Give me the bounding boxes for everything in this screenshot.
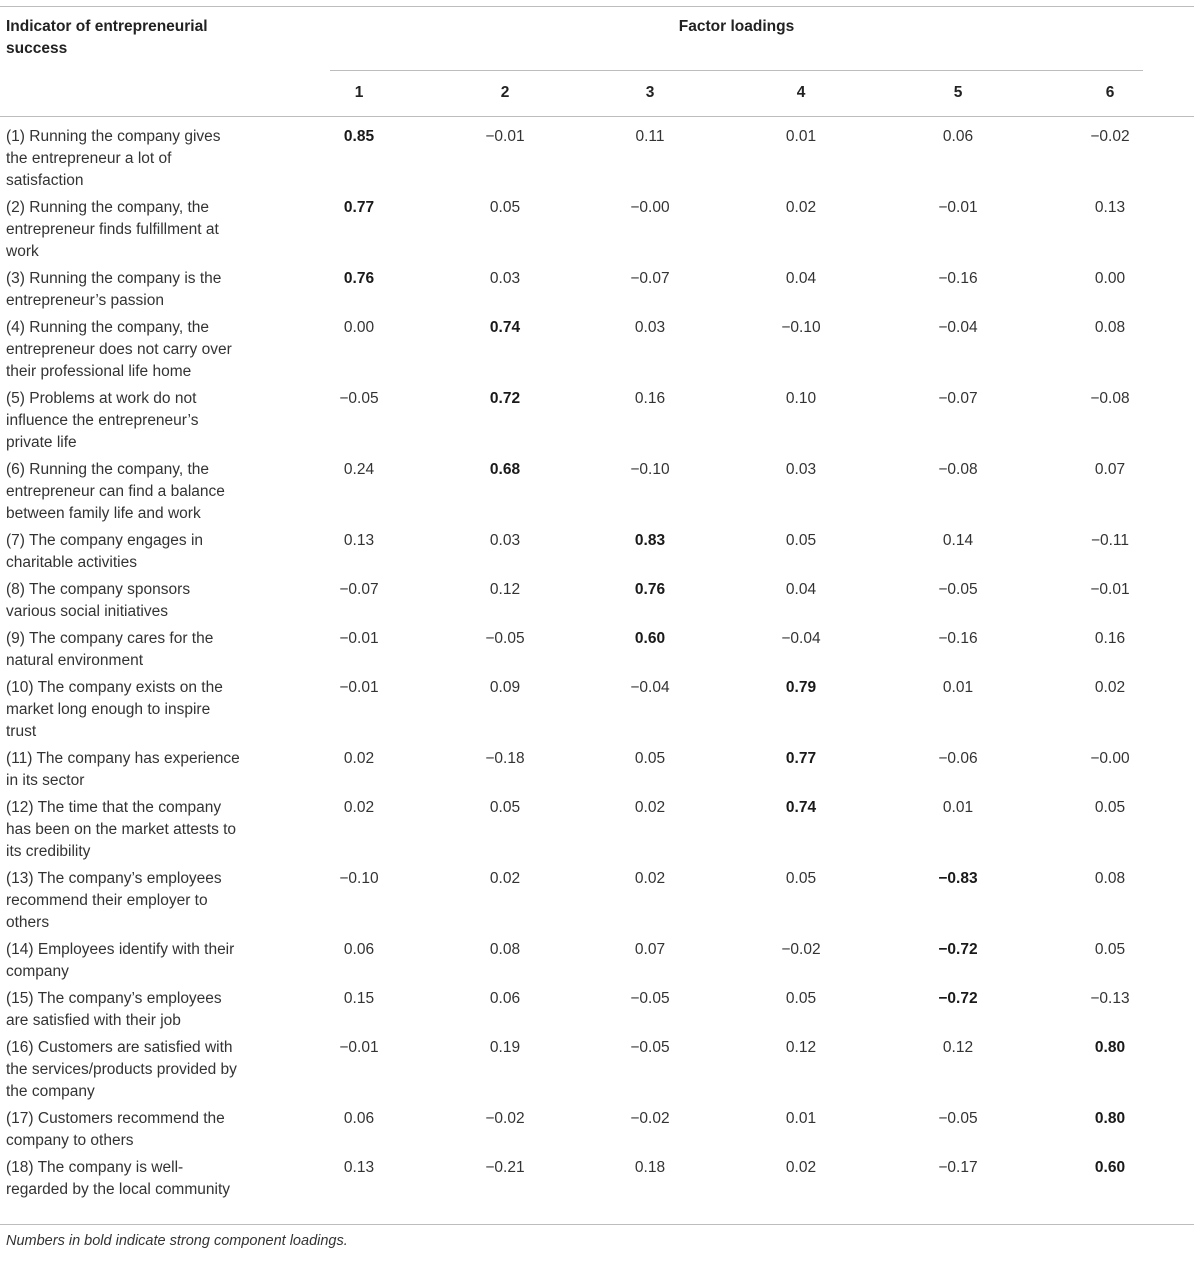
loading-value-factor-3: −0.10 (630, 461, 670, 478)
loading-value-factor-3: −0.05 (630, 1039, 670, 1056)
table-row (0, 124, 1194, 195)
loading-value-factor-4: 0.12 (785, 1039, 817, 1056)
loading-value-factor-4: 0.02 (785, 1159, 817, 1176)
factor-column-header-4: 4 (796, 84, 806, 101)
loading-value-factor-3: 0.18 (634, 1159, 666, 1176)
loading-value-factor-4: 0.01 (785, 128, 817, 145)
loading-value-factor-2: 0.12 (489, 581, 521, 598)
table-row (0, 795, 1194, 866)
factor-header-rule (330, 70, 1143, 71)
loading-value-factor-4: 0.04 (785, 581, 817, 598)
loading-value-factor-2: −0.21 (485, 1159, 525, 1176)
loading-value-factor-4: −0.04 (781, 630, 821, 647)
table-header (0, 6, 1194, 116)
loading-value-factor-6: 0.80 (1094, 1039, 1126, 1056)
indicator-label: (8) The company sponsors various social initiatives (6, 581, 191, 621)
loading-value-factor-6: 0.02 (1094, 679, 1126, 696)
loading-value-factor-1: −0.05 (339, 390, 379, 407)
loading-value-factor-6: 0.05 (1094, 799, 1126, 816)
table-row (0, 866, 1194, 937)
loading-value-factor-5: −0.08 (938, 461, 978, 478)
table-row (0, 1035, 1194, 1106)
loading-value-factor-6: −0.13 (1090, 990, 1130, 1007)
loading-value-factor-2: 0.03 (489, 270, 521, 287)
loading-value-factor-2: 0.05 (489, 199, 521, 216)
loading-value-factor-5: −0.72 (938, 990, 978, 1007)
loading-value-factor-6: 0.07 (1094, 461, 1126, 478)
indicator-label: (11) The company has experience in its sector (6, 750, 240, 790)
loading-value-factor-1: 0.00 (343, 319, 375, 336)
loading-value-factor-1: −0.01 (339, 1039, 379, 1056)
loading-value-factor-6: −0.02 (1090, 128, 1130, 145)
loading-value-factor-4: 0.05 (785, 532, 817, 549)
loading-value-factor-2: 0.08 (489, 941, 521, 958)
loading-value-factor-4: −0.02 (781, 941, 821, 958)
table-row (0, 266, 1194, 315)
loading-value-factor-4: 0.02 (785, 199, 817, 216)
loading-value-factor-3: 0.76 (634, 581, 666, 598)
loading-value-factor-5: −0.07 (938, 390, 978, 407)
factor-column-header-6: 6 (1105, 84, 1115, 101)
loading-value-factor-2: 0.74 (489, 319, 521, 336)
loading-value-factor-4: 0.05 (785, 870, 817, 887)
loading-value-factor-1: −0.07 (339, 581, 379, 598)
indicator-label: (16) Customers are satisfied with the services/products provided by the company (6, 1039, 237, 1101)
indicator-label: (7) The company engages in charitable activities (6, 532, 204, 572)
loading-value-factor-6: 0.08 (1094, 319, 1126, 336)
loading-value-factor-2: −0.02 (485, 1110, 525, 1127)
loading-value-factor-3: 0.60 (634, 630, 666, 647)
loading-value-factor-5: −0.05 (938, 1110, 978, 1127)
loading-value-factor-2: −0.18 (485, 750, 525, 767)
factor-column-header-2: 2 (500, 84, 510, 101)
loading-value-factor-3: 0.03 (634, 319, 666, 336)
indicator-label: (5) Problems at work do not influence the entrepreneur’s private life (6, 390, 199, 452)
loading-value-factor-1: 0.77 (343, 199, 375, 216)
loading-value-factor-5: −0.16 (938, 270, 978, 287)
loading-value-factor-1: −0.10 (339, 870, 379, 887)
loading-value-factor-1: −0.01 (339, 630, 379, 647)
loading-value-factor-4: 0.79 (785, 679, 817, 696)
loading-value-factor-3: −0.05 (630, 990, 670, 1007)
loading-value-factor-3: 0.02 (634, 799, 666, 816)
loading-value-factor-4: 0.77 (785, 750, 817, 767)
loading-value-factor-3: −0.07 (630, 270, 670, 287)
loading-value-factor-2: 0.19 (489, 1039, 521, 1056)
indicator-label: (2) Running the company, the entrepreneur finds fulfillment at work (6, 199, 219, 261)
loading-value-factor-6: 0.60 (1094, 1159, 1126, 1176)
loading-value-factor-5: 0.12 (942, 1039, 974, 1056)
loading-value-factor-1: 0.76 (343, 270, 375, 287)
loading-value-factor-5: −0.01 (938, 199, 978, 216)
table-footnote: Numbers in bold indicate strong component loadings. (6, 1233, 348, 1249)
loading-value-factor-2: 0.72 (489, 390, 521, 407)
loading-value-factor-6: 0.05 (1094, 941, 1126, 958)
indicator-label: (9) The company cares for the natural environment (6, 630, 214, 670)
table-row (0, 937, 1194, 986)
loading-value-factor-2: 0.06 (489, 990, 521, 1007)
loading-value-factor-3: 0.05 (634, 750, 666, 767)
loading-value-factor-5: 0.06 (942, 128, 974, 145)
loading-value-factor-6: 0.13 (1094, 199, 1126, 216)
indicator-label: (1) Running the company gives the entrepreneur a lot of satisfaction (6, 128, 221, 190)
loading-value-factor-6: 0.80 (1094, 1110, 1126, 1127)
indicator-label: (3) Running the company is the entrepreneur’s passion (6, 270, 222, 310)
loading-value-factor-6: −0.01 (1090, 581, 1130, 598)
loading-value-factor-5: −0.06 (938, 750, 978, 767)
table-row (0, 457, 1194, 528)
loading-value-factor-2: 0.05 (489, 799, 521, 816)
indicator-label: (10) The company exists on the market long enough to inspire trust (6, 679, 223, 741)
table-row (0, 528, 1194, 577)
loading-value-factor-4: 0.05 (785, 990, 817, 1007)
loading-value-factor-3: 0.02 (634, 870, 666, 887)
loading-value-factor-1: 0.02 (343, 799, 375, 816)
indicator-label: (14) Employees identify with their company (6, 941, 235, 981)
loading-value-factor-4: 0.10 (785, 390, 817, 407)
loading-value-factor-5: 0.14 (942, 532, 974, 549)
loading-value-factor-1: 0.15 (343, 990, 375, 1007)
loading-value-factor-2: −0.01 (485, 128, 525, 145)
loading-value-factor-5: 0.01 (942, 679, 974, 696)
loading-value-factor-1: 0.13 (343, 1159, 375, 1176)
loading-value-factor-5: −0.72 (938, 941, 978, 958)
table-row (0, 577, 1194, 626)
factor-column-header-5: 5 (953, 84, 963, 101)
table-row (0, 315, 1194, 386)
indicator-label: (4) Running the company, the entrepreneur does not carry over their professional life home (6, 319, 232, 381)
loading-value-factor-3: −0.02 (630, 1110, 670, 1127)
loading-value-factor-1: 0.13 (343, 532, 375, 549)
loading-value-factor-6: 0.16 (1094, 630, 1126, 647)
table-row (0, 626, 1194, 675)
loading-value-factor-1: 0.06 (343, 941, 375, 958)
table-row (0, 746, 1194, 795)
indicator-label: (12) The time that the company has been on the market attests to its credibility (6, 799, 237, 861)
indicator-label: (15) The company’s employees are satisfied with their job (6, 990, 222, 1030)
loading-value-factor-4: 0.74 (785, 799, 817, 816)
loading-value-factor-5: −0.04 (938, 319, 978, 336)
loading-value-factor-4: 0.01 (785, 1110, 817, 1127)
loading-value-factor-3: 0.83 (634, 532, 666, 549)
table-body (0, 116, 1194, 1226)
loading-value-factor-6: −0.11 (1090, 532, 1130, 549)
loading-value-factor-6: 0.00 (1094, 270, 1126, 287)
loading-value-factor-2: 0.03 (489, 532, 521, 549)
loading-value-factor-3: −0.00 (630, 199, 670, 216)
factor-column-header-3: 3 (645, 84, 655, 101)
loading-value-factor-3: −0.04 (630, 679, 670, 696)
loading-value-factor-5: −0.05 (938, 581, 978, 598)
loading-value-factor-1: 0.24 (343, 461, 375, 478)
table-row (0, 195, 1194, 266)
loading-value-factor-6: −0.08 (1090, 390, 1130, 407)
loading-value-factor-4: 0.04 (785, 270, 817, 287)
table-row (0, 986, 1194, 1035)
loading-value-factor-5: −0.83 (938, 870, 978, 887)
indicator-label: (17) Customers recommend the company to others (6, 1110, 225, 1150)
indicator-column-header: Indicator of entrepreneurial success (6, 18, 208, 57)
indicator-label: (13) The company’s employees recommend their employer to others (6, 870, 222, 932)
loading-value-factor-6: 0.08 (1094, 870, 1126, 887)
table-row (0, 675, 1194, 746)
loading-value-factor-4: −0.10 (781, 319, 821, 336)
loading-value-factor-2: −0.05 (485, 630, 525, 647)
loading-value-factor-3: 0.16 (634, 390, 666, 407)
loading-value-factor-1: 0.02 (343, 750, 375, 767)
loading-value-factor-5: −0.17 (938, 1159, 978, 1176)
indicator-label: (18) The company is well-regarded by the local community (6, 1159, 231, 1199)
table-row (0, 386, 1194, 457)
table-row (0, 1106, 1194, 1155)
loading-value-factor-4: 0.03 (785, 461, 817, 478)
loading-value-factor-3: 0.11 (635, 128, 665, 145)
loading-value-factor-2: 0.02 (489, 870, 521, 887)
loading-value-factor-2: 0.09 (489, 679, 521, 696)
factor-loadings-header: Factor loadings (678, 18, 795, 35)
loading-value-factor-3: 0.07 (634, 941, 666, 958)
factor-loadings-table (0, 6, 1194, 1226)
loading-value-factor-1: 0.85 (343, 128, 375, 145)
factor-column-header-1: 1 (354, 84, 364, 101)
table-bottom-rule (0, 1224, 1194, 1225)
indicator-label: (6) Running the company, the entrepreneur can find a balance between family life and work (6, 461, 225, 523)
loading-value-factor-2: 0.68 (489, 461, 521, 478)
loading-value-factor-5: −0.16 (938, 630, 978, 647)
loading-value-factor-5: 0.01 (942, 799, 974, 816)
loading-value-factor-6: −0.00 (1090, 750, 1130, 767)
loading-value-factor-1: 0.06 (343, 1110, 375, 1127)
loading-value-factor-1: −0.01 (339, 679, 379, 696)
table-row (0, 1155, 1194, 1226)
